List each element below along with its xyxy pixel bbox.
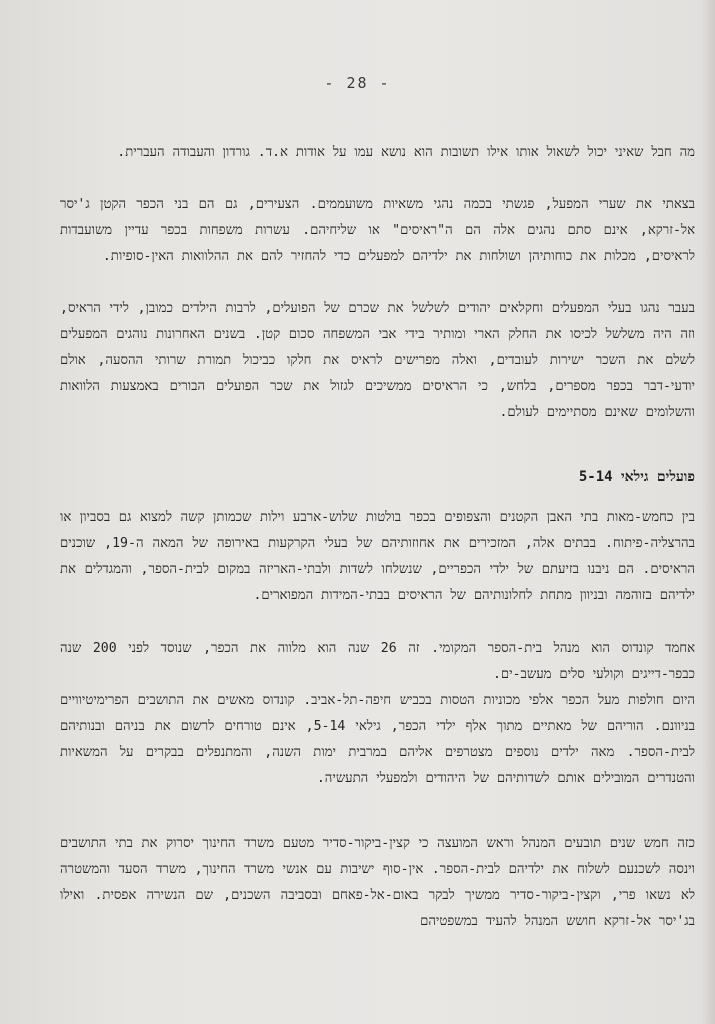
paragraph-7: כזה חמש שנים תובעים המנהל וראש המועצה כי קצין-ביקור-סדיר מטעם משרד החינוך יסרוק את בתי התושבים וינסה לשכנעם לשלוח את ילדיהם לבית-הספר. אין-סוף ישיבות עם אנשי משרד החינוך, משרד הסעד והמשטרה לא נשאו פרי, וקצין-ביקור-סדיר ממשיך לבקר באום-אל-פאחם ובסביבה השכנים, שם הנשירה אפסית. ואילו בג'יסר אל-זרקא חושש המנהל להעיד במשפטיהם <box>60 836 695 929</box>
section-heading: פועלים גילאי 5-14 <box>578 469 695 485</box>
paragraph-2: בצאתי את שערי המפעל, פגשתי בכמה נהגי משאיות משועממים. הצעירים, גם הם בני הכפר הקטן ג'יסר אל-זרקא, אינם סתם נהגים אלה הם ה"ראיסים" או שליחיהם. עשרות משפחות בכפר עדיין משועבדות לראיסים, מכלות את כוחותיהן ושולחות את ילדיהם למפעלים כדי להחזיר להם את ההלוואות האין-סופיות. <box>60 197 695 264</box>
page-edge-shadow <box>701 0 715 1024</box>
paragraph-5: אחמד קונדוס הוא מנהל בית-הספר המקומי. זה 26 שנה הוא מלווה את הכפר, שנוסד לפני 200 שנה כבפר-דייגים וקולעי סלים מעשב-ים. <box>60 641 695 682</box>
paragraph-6: היום חולפות מעל הכפר אלפי מכוניות הטסות בכביש חיפה-תל-אביב. קונדוס מאשים את התושבים הפרימיטיוויים בניוונם. הוריהם של מאתיים מתוך אלף ילדי הכפר, גילאי 5-14, אינם טורחים לרשום את בניהם ובנותיהם לבית-הספר. מאה ילדים נוספים מצטרפים אליהם במרבית ימות השנה, והמתנפלים בבקרים על המשאיות והטנדרים המובילים אותם לשדותיהם של היהודים ולמפעלי התעשיה. <box>60 693 695 786</box>
page-number: - 28 - <box>324 74 391 92</box>
paragraph-3: בעבר נהגו בעלי המפעלים וחקלאים יהודים לשלשל את שכרם של הפועלים, לרבות הילדים כמובן, לידי הראיס, וזה היה משלשל לכיסו את החלק הארי ומותיר בידי אבי המשפחה סכום קטן. בשנים האחרונות נוהגים המפעלים לשלם את השכר ישירות לעובדים, ואלה מפרישים לראיס את חלקו כביכול תמורת שרותי ההסעה, אולם יודעי-דבר בכפר מספרים, בלחש, כי הראיסים ממשיכים לגזול את שכר הפועלים הבורים באמצעות הלוואות והשלומים שאינם מסתיימים לעולם. <box>60 301 695 420</box>
paragraph-1: מה חבל שאיני יכול לשאול אותו אילו תשובות הוא נושא עמו על אודות א.ד. גורדון והעבודה העברית. <box>117 145 695 160</box>
paragraph-4: בין כחמש-מאות בתי האבן הקטנים והצפופים בכפר בולטות שלוש-ארבע וילות שכמותן קשה למצוא גם בסביון או בהרצליה-פיתוח. בבתים אלה, המזכירים את אחוזותיהם של בעלי הקרקעות באירופה של המאה ה-19, שוכנים הראיסים. הם ניבנו בזיעתם של ילדי הכפריים, שנשלחו לשדות ולבתי-האריזה במקום לבית-הספר, והמגדלים את ילדיהם בזוהמה ובניוון מתחת לחלונותיהם של הראיסים בבתי-המידות המפוארים. <box>60 510 695 603</box>
